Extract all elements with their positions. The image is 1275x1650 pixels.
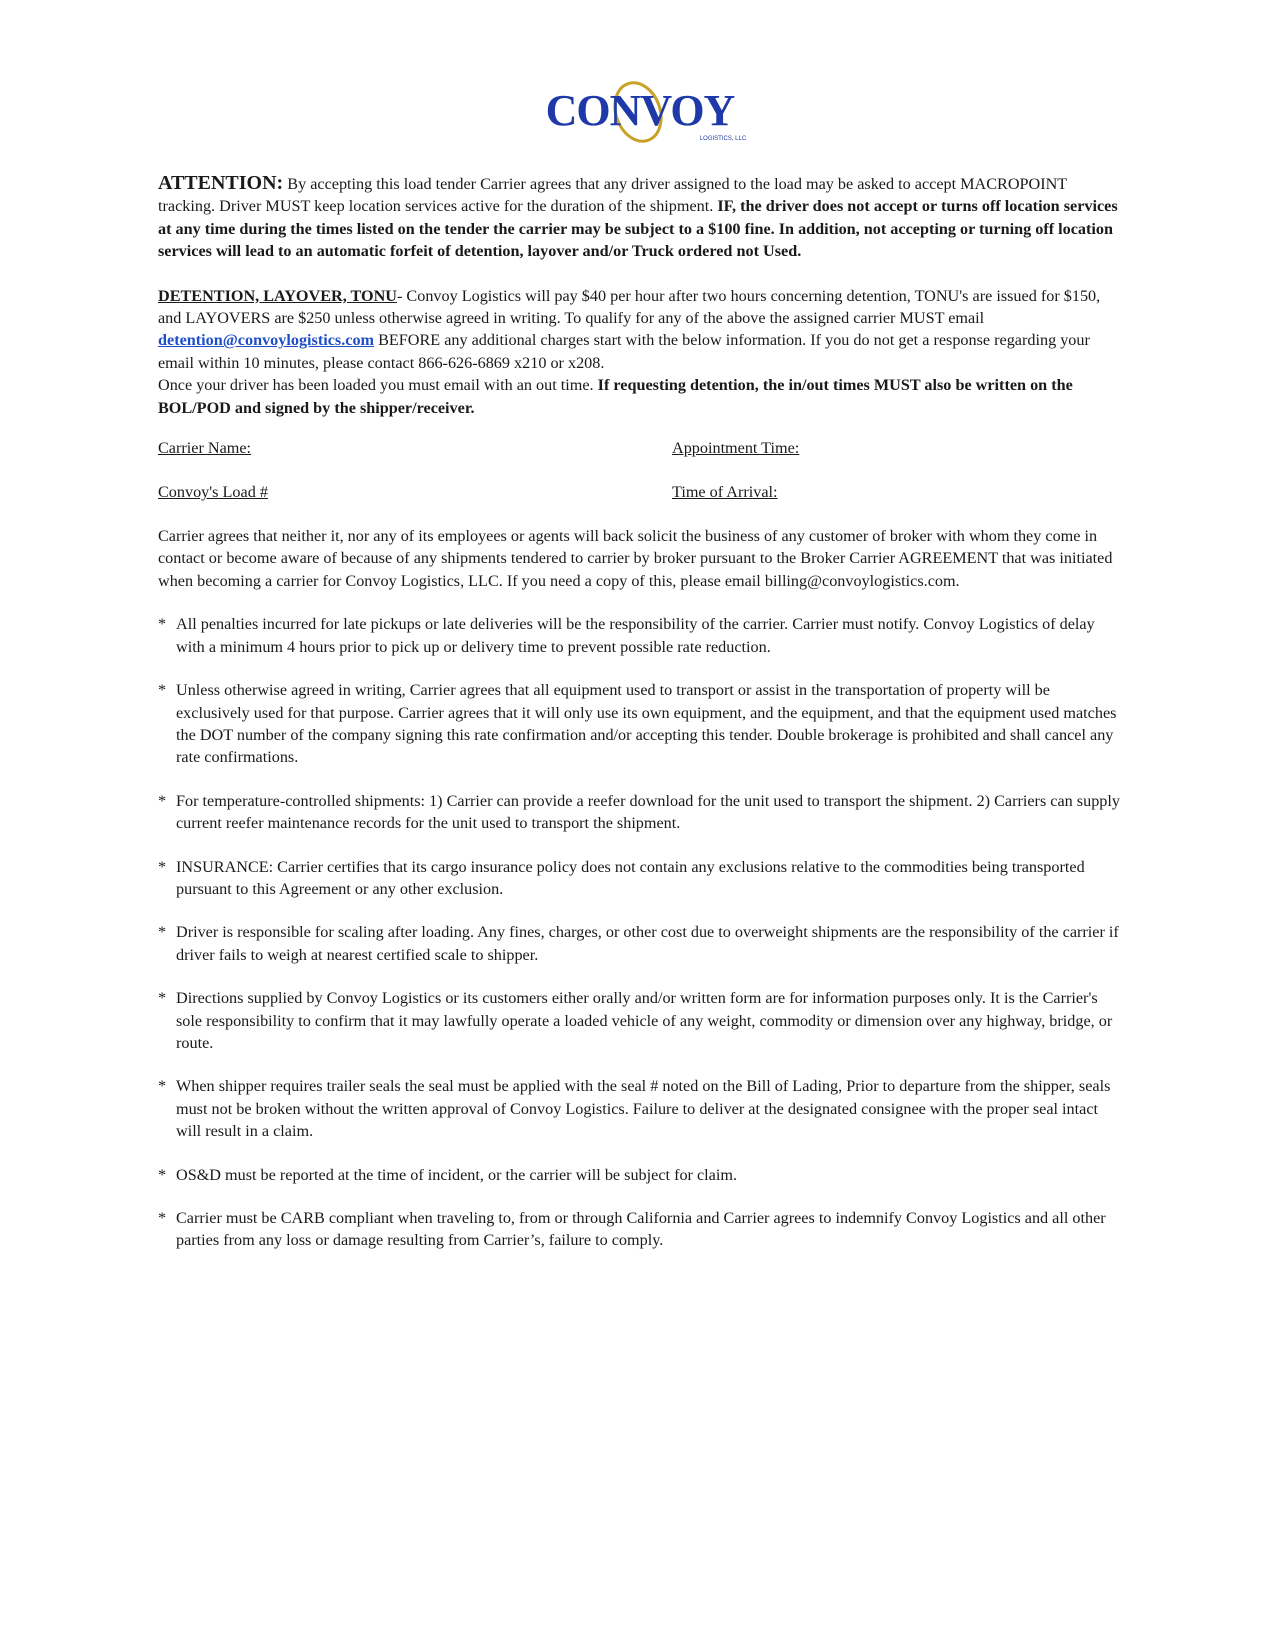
load-number-label: Convoy's Load # (158, 483, 268, 502)
bullet-marker: * (158, 857, 167, 876)
terms-item-text: OS&D must be reported at the time of incident, or the carrier will be subject for claim. (176, 1165, 737, 1184)
terms-item (158, 1164, 1126, 1186)
terms-item (158, 613, 1126, 658)
bullet-marker: * (158, 615, 167, 634)
terms-item-text: For temperature-controlled shipments: 1) Carrier can provide a reefer download for the unit used to transport the shipment. 2) Carriers can supply current reefer maintenance records for the unit used to transport the shipment. (176, 791, 1120, 833)
svg-text:CONVOY: CONVOY (545, 86, 735, 135)
detention-email-link[interactable]: detention@convoylogistics.com (158, 331, 375, 350)
carrier-name-label: Carrier Name: (158, 439, 252, 458)
terms-item-text: Directions supplied by Convoy Logistics or its customers either orally and/or written form are for information purposes only. It is the Carrier's sole responsibility to confirm that it may lawfully operate a loaded vehicle of any weight, commodity or dimension over any highway, bridge, or route. (176, 989, 1113, 1052)
attention-paragraph (158, 172, 1126, 263)
svg-text:LOGISTICS, LLC: LOGISTICS, LLC (699, 136, 747, 142)
terms-item-text: All penalties incurred for late pickups or late deliveries will be the responsibility of the carrier. Carrier must notify. Convoy Logistics of delay with a minimum 4 hours prior to pick up or delivery time to prevent possible rate reduction. (176, 615, 1095, 656)
attention-heading: ATTENTION: (158, 172, 284, 194)
detention-text-1: - Convoy Logistics will pay $40 per hour after two hours concerning detention, TONU's are issued for $150, and LAYOVERS are $250 unless otherwise agreed in writing. To qualify for any of the above the assigned carrier MUST email (158, 286, 1101, 328)
bullet-marker: * (158, 791, 167, 810)
terms-item (158, 679, 1126, 769)
bullet-marker: * (158, 1209, 167, 1227)
solicitation-paragraph: Carrier agrees that neither it, nor any of its employees or agents will back solicit the business of any customer of broker with whom they come in contact or become aware of because of any shipments tendered to carrier by broker pursuant to the Broker Carrier AGREEMENT that was initiated when becoming a carrier for Convoy Logistics, LLC. If you need a copy of this, please email billing@convoylogistics.com. (158, 527, 1113, 590)
terms-item-text: INSURANCE: Carrier certifies that its cargo insurance policy does not contain any exclusions relative to the commodities being transported pursuant to this Agreement or any other exclusion. (176, 857, 1085, 898)
bullet-marker: * (158, 923, 167, 942)
document-body (158, 172, 1126, 1252)
detention-paragraph (158, 285, 1126, 419)
terms-item (158, 856, 1126, 901)
bullet-marker: * (158, 1077, 167, 1096)
time-of-arrival-label: Time of Arrival: (672, 483, 778, 502)
bullet-marker: * (158, 989, 167, 1008)
terms-item (158, 987, 1126, 1054)
bullet-marker: * (158, 681, 167, 700)
bullet-marker: * (158, 1165, 167, 1184)
terms-item (158, 1075, 1126, 1142)
terms-item-text: Driver is responsible for scaling after loading. Any fines, charges, or other cost due to overweight shipments are the responsibility of the carrier if driver fails to weigh at nearest certified scale to shipper. (176, 923, 1119, 964)
attention-bold-text: IF, the driver does not accept or turns off location services at any time during the times listed on the tender the carrier may be subject to a $100 fine. In addition, not accepting or turning off location services will lead to an automatic forfeit of detention, layover and/or Truck ordered not Used. (158, 197, 1118, 261)
terms-item-text: When shipper requires trailer seals the seal must be applied with the seal # noted on the Bill of Lading, Prior to departure from the shipper, seals must not be broken without the written approval of Convoy Logistics. Failure to deliver at the designated consignee with the proper seal intact will result in a claim. (176, 1077, 1111, 1141)
detention-heading: DETENTION, LAYOVER, TONU (158, 286, 397, 305)
terms-item-text: Carrier must be CARB compliant when traveling to, from or through California and Carrier agrees to indemnify Convoy Logistics and all other parties from any loss or damage resulting from Carrier’s, failure to comply. (176, 1209, 1106, 1250)
terms-item-text: Unless otherwise agreed in writing, Carrier agrees that all equipment used to transport or assist in the transportation of property will be exclusively used for that purpose. Carrier agrees that it will only use its own equipment, and the equipment, and that the equipment used matches the DOT number of the company signing this rate confirmation and/or accepting this tender. Double brokerage is prohibited and shall cancel any rate confirmations. (176, 681, 1117, 767)
detention-text-3: Once your driver has been loaded you must email with an out time. (158, 376, 598, 395)
appointment-time-label: Appointment Time: (672, 439, 800, 458)
terms-item (158, 790, 1126, 835)
load-fields (158, 437, 1126, 503)
terms-list (158, 613, 1126, 1252)
detention-text-2: BEFORE any additional charges start with the below information. If you do not get a response regarding your email within 10 minutes, please contact 866-626-6869 x210 or x208. (158, 331, 1090, 372)
convoy-logo (505, 78, 775, 150)
detention-bold-text: If requesting detention, the in/out times MUST also be written on the BOL/POD and signed by the shipper/receiver. (158, 376, 1073, 417)
attention-text: By accepting this load tender Carrier agrees that any driver assigned to the load may be asked to accept MACROPOINT tracking. Driver MUST keep location services active for the duration of the shipment. (158, 175, 1067, 216)
terms-item (158, 921, 1126, 966)
terms-item (158, 1207, 1126, 1252)
